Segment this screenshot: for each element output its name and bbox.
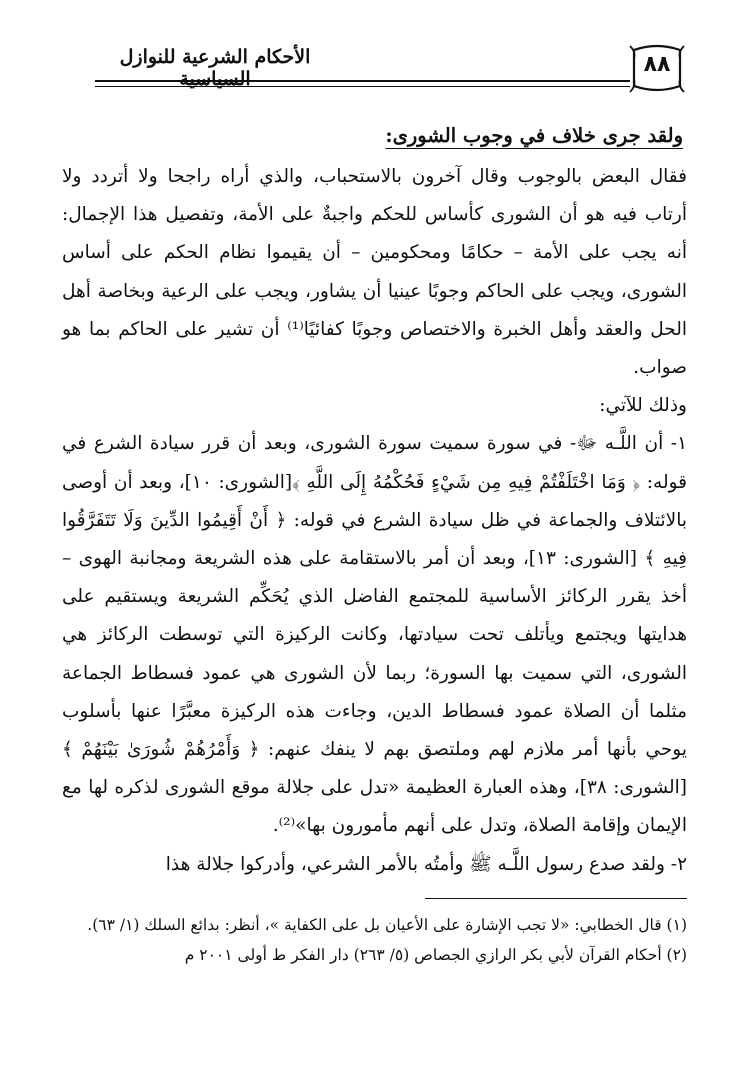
page-number-frame — [628, 42, 686, 96]
header-rule — [95, 80, 630, 82]
book-title: الأحكام الشرعية للنوازل السياسية — [119, 46, 311, 90]
footnote: (٢) أحكام القرآن لأبي بكر الرازي الجصاص (٥/ ٢٦٣) دار الفكر ط أولى ٢٠٠١ م — [184, 946, 687, 964]
paragraph: فقال البعض بالوجوب وقال آخرون بالاستحباب، والذي أراه راجحا ولا أتردد ولا أرتاب فيه هو أن الشورى كأساس للحكم واجبةٌ على الأمة، وتفصيل هذا الإجمال: أنه يجب على الأمة – حكامًا ومحكومين – أن يقيموا نظام الحكم على أساس الشورى، ويجب على الحاكم وجوبًا عينيا أن يشاور، ويجب على الرعية وبخاصة أهل الحل والعقد وأهل الخبرة والاختصاص وجوبًا كفائيًا⁽¹⁾ أن تشير على الحاكم بما هو صواب. — [62, 166, 687, 379]
footnote-divider — [425, 898, 687, 899]
footnotes — [80, 910, 687, 970]
header-rule-thin — [95, 86, 630, 87]
main-text — [62, 118, 687, 884]
paragraph: وذلك للآتي: — [599, 395, 687, 417]
footnote: (١) قال الخطابي: «لا تجب الإشارة على الأعيان بل على الكفاية »، أنظر: بدائع السلك (١/ ٦٣). — [87, 916, 687, 934]
paragraph: ٢- ولقد صدع رسول اللَّـه ﷺ وأمتُه بالأمر الشرعي، وأدركوا جلالة هذا — [165, 853, 687, 875]
page-header — [0, 0, 751, 110]
page-number: ٨٨ — [643, 52, 671, 77]
paragraph: ١- أن اللَّـه ﷻ- في سورة سميت سورة الشورى، وبعد أن قرر سيادة الشرع في قوله: ﴿ وَمَا اخْتَلَفْتُمْ فِيهِ مِن شَيْءٍ فَحُكْمُهُ إِلَى اللَّهِ ﴾[الشورى: ١٠]، وبعد أن أوصى بالائتلاف والجماعة في ظل سيادة الشرع في قوله: ﴿ أَنْ أَقِيمُوا الدِّينَ وَلَا تَتَفَرَّقُوا فِيهِ ﴾ [الشورى: ١٣]، وبعد أن أمر بالاستقامة على هذه الشريعة ومجانبة الهوى – أخذ يقرر الركائز الأساسية للمجتمع الفاضل الذي يُحَكِّم الشريعة ويستقيم على هدايتها ويجتمع ويأتلف تحت سيادتها، وكانت الركيزة التي توسطت الركائز هي الشورى، التي سميت بها السورة؛ ربما لأن الشورى هي عمود فسطاط الجماعة مثلما أن الصلاة عمود فسطاط الدين، وجاءت هذه الركيزة معبَّرًا عنها بأسلوب يوحي بأنها أمر ملازم لهم وملتصق بهم لا ينفك عنهم: ﴿ وَأَمْرُهُمْ شُورَىٰ بَيْنَهُمْ ﴾ [الشورى: ٣٨]، وهذه العبارة العظيمة «تدل على جلالة موقع الشورى لذكره لها مع الإيمان وإقامة الصلاة، وتدل على أنهم مأمورون بها»⁽²⁾. — [62, 433, 687, 837]
section-heading: ولقد جرى خلاف في وجوب الشورى: — [385, 124, 683, 147]
